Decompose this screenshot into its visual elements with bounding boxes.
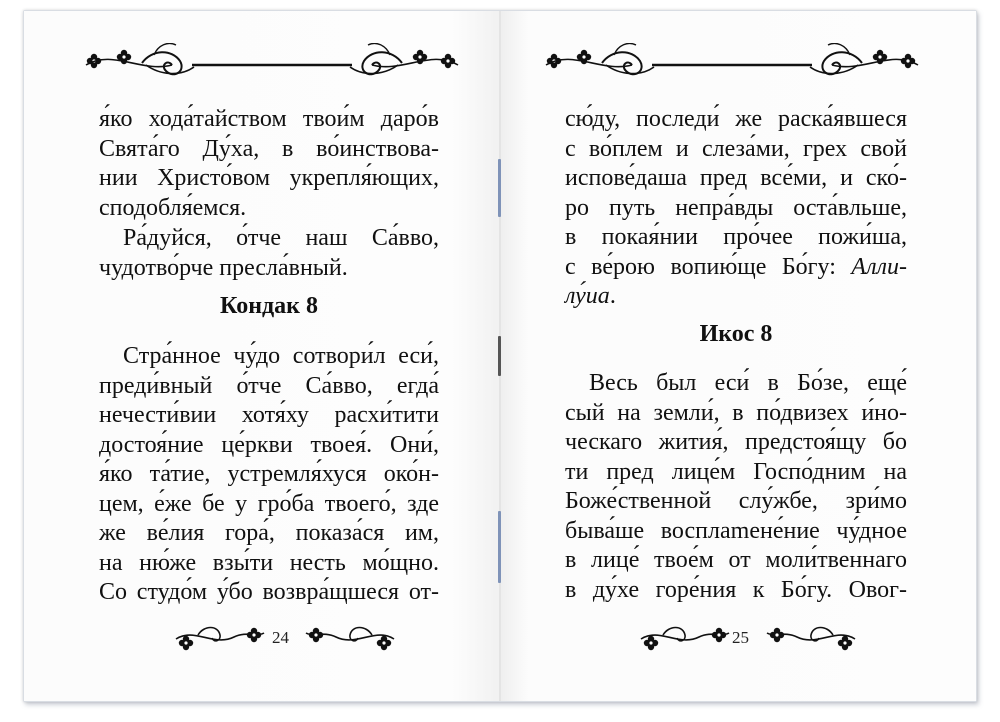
text-line: цем, е́же бе у гро́ба твоего́, зде — [99, 490, 439, 517]
text-line: с во́плем и слеза́ми, грех свой — [565, 135, 907, 162]
text-line: в ду́хе горе́ния к Бо́гу. Овог- — [565, 576, 907, 603]
text-line: в покая́нии про́чее пожи́ша, — [565, 224, 907, 250]
text-line: достоя́ние це́ркви твоея́. Они́, — [99, 431, 439, 458]
text-line: Стра́нное чу́до сотвори́л еси́, — [123, 343, 439, 369]
text-line: испове́даша пред все́ми, и ско́- — [565, 165, 907, 191]
text-line: Весь был еси́ в Бо́зе, еще́ — [589, 370, 907, 396]
text-line: сю́ду, последи́ же раска́явшеся — [565, 106, 907, 132]
text-line: сподобля́емся. — [99, 194, 247, 221]
text-line — [565, 253, 907, 283]
text-line — [565, 282, 907, 312]
ikos-text — [565, 369, 907, 605]
text-line: нии Христо́вом укрепля́ющих, — [99, 165, 439, 191]
bottom-right-ornament-right-half — [757, 623, 857, 651]
text-line: Ра́дуйся, о́тче наш Са́вво, — [123, 225, 439, 251]
bottom-left-ornament — [174, 623, 274, 651]
text-line: преди́вный о́тче Са́вво, егда́ — [99, 372, 439, 399]
top-left-ornament — [82, 43, 462, 83]
text-line: Свята́го Ду́ха, в во́инствова- — [99, 135, 439, 162]
ikos-heading: Икос 8 — [699, 321, 773, 347]
alleluia-start: Алли- — [851, 253, 908, 280]
text-line: чудотво́рче пресла́вный. — [99, 254, 348, 281]
bottom-right-ornament — [639, 623, 739, 651]
text-line: же ве́лия гора́, показа́ся им, — [99, 520, 439, 546]
text-line: я́ко хода́тайством твои́м даро́в — [99, 106, 439, 132]
open-book — [23, 10, 977, 702]
left-greeting-text — [99, 224, 439, 283]
page-number-left: 24 — [272, 628, 289, 647]
kontakion-text — [99, 342, 439, 608]
text-line: ти пред лице́м Госпо́дним на — [565, 458, 907, 485]
text-line: в лице́ твое́м от моли́твеннаго — [565, 547, 907, 573]
right-continuation-text — [565, 105, 907, 312]
period: . — [609, 283, 616, 309]
kontakion-heading: Кондак 8 — [219, 293, 318, 319]
binding-stitch — [498, 511, 501, 583]
binding-stitch — [498, 159, 501, 217]
text-line: нечести́вии хотя́ху расхи́тити — [99, 402, 439, 428]
text-fragment: с ве́рою вопию́ще Бо́гу: — [565, 253, 836, 280]
top-right-ornament — [542, 43, 922, 83]
text-line: ро путь непра́вды оста́вльше, — [565, 194, 907, 221]
text-line: на ню́же взы́ти несть мо́щно. — [99, 549, 439, 576]
text-line: я́ко та́тие, устремля́хуся око́н- — [99, 461, 439, 487]
text-line: Со студо́м у́бо возвра́щшеся от- — [99, 579, 439, 605]
binding-stitch — [498, 336, 501, 376]
bottom-left-ornament-right-half — [296, 623, 396, 651]
left-continuation-text — [99, 105, 439, 223]
text-line: Боже́ственной слу́жбе, зри́мо — [565, 488, 907, 514]
text-line: быва́ше восплamене́ние чу́дное — [565, 517, 907, 544]
alleluia-end: лу́иа — [565, 283, 610, 309]
text-line: сый на земли́, в по́двизех и́но- — [565, 399, 907, 426]
page-number-right: 25 — [732, 628, 749, 647]
text-line: ческаго жития́, предстоя́щу бо — [565, 429, 907, 455]
